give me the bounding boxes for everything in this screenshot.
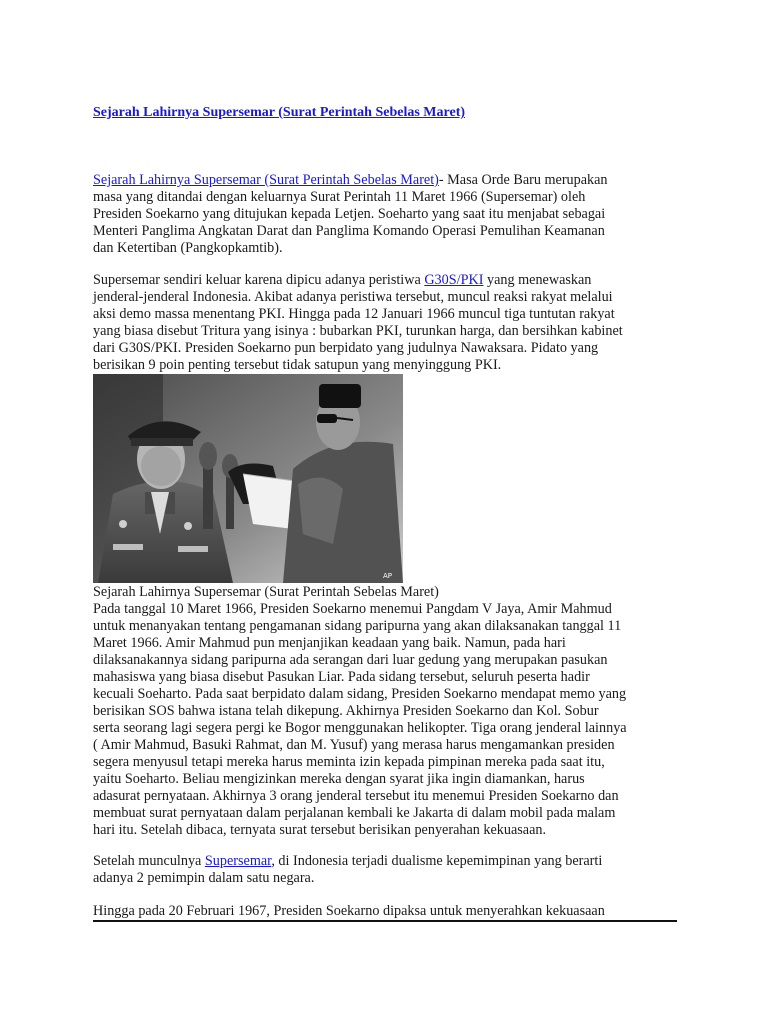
photo-watermark: AP <box>383 572 393 580</box>
historical-photo <box>93 374 403 583</box>
paragraph-events <box>93 601 627 839</box>
events-line: yaitu Soeharto. Beliau mengizinkan mereka dengan syarat jika ingin diamankan, harus <box>93 771 585 787</box>
background-line-5: dari G30S/PKI. Presiden Soekarno pun berpidato yang judulnya Nawaksara. Pidato yang <box>93 340 599 356</box>
events-line: ( Amir Mahmud, Basuki Rahmat, dan M. Yusuf) yang merasa harus mengamankan presiden <box>93 737 615 753</box>
events-line: Maret 1966. Amir Mahmud pun menjanjikan keadaan yang baik. Namun, pada hari <box>93 635 566 651</box>
dualism-line-1a: Setelah munculnya <box>93 853 205 869</box>
photo-caption: Sejarah Lahirnya Supersemar (Surat Perintah Sebelas Maret) <box>93 584 439 600</box>
events-line: membuat surat pernyataan dalam perjalanan kembali ke Jakarta di dalam mobil pada malam <box>93 805 616 821</box>
paragraph-background <box>93 272 623 374</box>
g30s-pki-link[interactable]: G30S/PKI <box>424 272 484 288</box>
supersemar-link[interactable]: Supersemar <box>204 853 272 869</box>
article-title-link[interactable]: Sejarah Lahirnya Supersemar (Surat Perintah Sebelas Maret) <box>93 105 466 120</box>
intro-line-1: - Masa Orde Baru merupakan <box>438 172 608 188</box>
background-line-1a: Supersemar sendiri keluar karena dipicu adanya peristiwa <box>93 272 425 288</box>
events-line: segera menyusul tetapi mereka harus meminta izin kepada pimpinan mereka pada saat itu, <box>93 754 605 770</box>
paragraph-dualism <box>93 853 602 887</box>
events-line: Pada tanggal 10 Maret 1966, Presiden Soekarno menemui Pangdam V Jaya, Amir Mahmud <box>93 601 612 617</box>
events-line: dilaksanakannya sidang paripurna ada serangan dari luar gedung yang merupakan pasukan <box>93 652 608 668</box>
dualism-line-1b: , di Indonesia terjadi dualisme kepemimpinan yang berarti <box>271 853 603 869</box>
events-line: hari itu. Setelah dibaca, ternyata surat tersebut berisikan penyerahan kekuasaan. <box>93 822 547 838</box>
events-line: untuk menanyakan tentang pengamanan sidang paripurna yang akan dilaksanakan tanggal 11 <box>93 618 622 634</box>
background-line-4: yang biasa disebut Tritura yang isinya : bubarkan PKI, turunkan harga, dan bersihkan kabinet <box>93 323 623 339</box>
page-bottom-rule <box>93 920 677 922</box>
photo-illustration <box>93 374 403 583</box>
events-line: adasurat pernyataan. Akhirnya 3 orang jenderal tersebut itu menemui Presiden Soekarno dan <box>93 788 619 804</box>
intro-line-3: Presiden Soekarno yang ditujukan kepada Letjen. Soeharto yang saat itu menjabat sebagai <box>93 206 606 222</box>
dualism-line-2: adanya 2 pemimpin dalam satu negara. <box>93 870 315 886</box>
background-line-6: berisikan 9 poin penting tersebut tidak satupun yang menyinggung PKI. <box>93 357 502 373</box>
events-line: kecuali Soeharto. Pada saat berpidato dalam sidang, Presiden Soekarno mendapat memo yang <box>93 686 627 702</box>
intro-line-5: dan Ketertiban (Pangkopkamtib). <box>93 240 283 256</box>
intro-title-link[interactable]: Sejarah Lahirnya Supersemar (Surat Perintah Sebelas Maret) <box>93 172 439 188</box>
events-line: mahasiswa yang biasa disebut Pasukan Liar. Pada sidang tersebut, seluruh peserta hadir <box>93 669 590 685</box>
events-line: berisikan SOS bahwa istana telah dikepung. Akhirnya Presiden Soekarno dan Kol. Sobur <box>93 703 599 719</box>
background-line-2: jenderal-jenderal Indonesia. Akibat adanya peristiwa tersebut, muncul reaksi rakyat melalui <box>93 289 613 305</box>
background-line-1b: yang menewaskan <box>483 272 592 288</box>
intro-line-2: masa yang ditandai dengan keluarnya Surat Perintah 11 Maret 1966 (Supersemar) oleh <box>93 189 586 205</box>
events-line: serta seorang lagi segera pergi ke Bogor menggunakan helikopter. Tiga orang jenderal lainnya <box>93 720 627 736</box>
background-line-3: aksi demo massa menentang PKI. Hingga pada 12 Januari 1966 muncul tiga tuntutan rakyat <box>93 306 615 322</box>
paragraph-conclusion: Hingga pada 20 Februari 1967, Presiden Soekarno dipaksa untuk menyerahkan kekuasaan <box>93 903 605 919</box>
intro-line-4: Menteri Panglima Angkatan Darat dan Panglima Komando Operasi Pemulihan Keamanan <box>93 223 605 239</box>
paragraph-intro <box>93 172 608 257</box>
